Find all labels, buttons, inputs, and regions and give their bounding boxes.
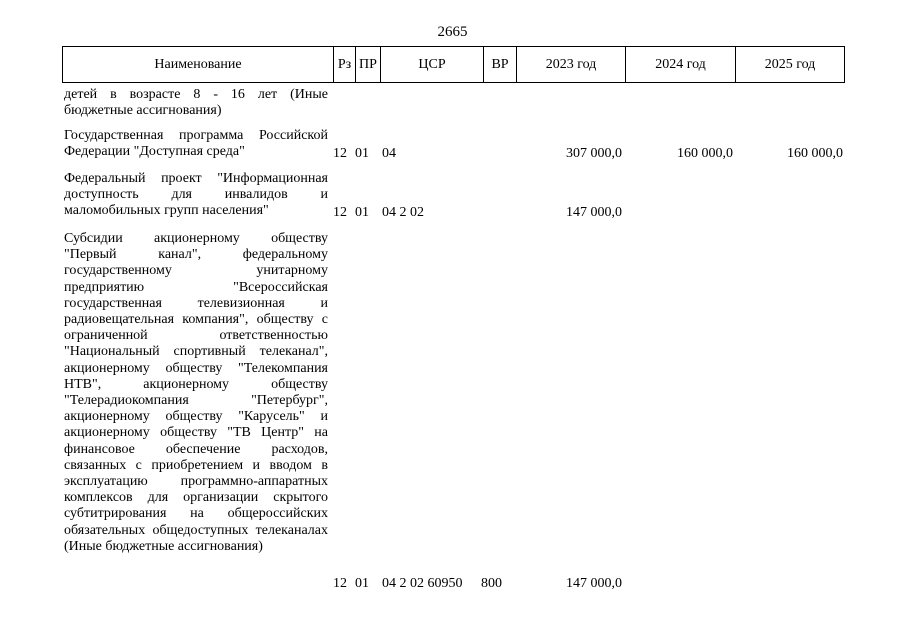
table-row-pr: 01 bbox=[355, 205, 369, 220]
table-row-2023: 147 000,0 bbox=[566, 576, 622, 591]
table-row-rz: 12 bbox=[333, 146, 347, 161]
table-row-name: Субсидии акционерному обществу "Первый канал", федеральному государственному унитарному предприятию "Всероссийская государственная телевизионная и радиовещательная компания", обществу с ограниченной ответственностью "Национальный спортивный телеканал", акционерному обществу "Телекомпания НТВ", акционерному обществу "Телерадиокомпания "Петербург", акционерному обществу "Карусель" и акционерному обществу "ТВ Центр" на финансовое обеспечение расходов, связанных с приобретением и вводом в эксплуатацию программно-аппаратных комплексов для организации скрытого субтитрирования на общероссийских обязательных общедоступных телеканалах (Иные бюджетные ассигнования) bbox=[64, 231, 328, 554]
page-number: 2665 bbox=[437, 24, 468, 40]
header-2024: 2024 год bbox=[655, 56, 706, 72]
header-name: Наименование bbox=[154, 56, 242, 72]
header-csr: ЦСР bbox=[418, 56, 446, 72]
table-row-rz: 12 bbox=[333, 576, 347, 591]
header-vr: ВР bbox=[491, 56, 509, 72]
table-row-pr: 01 bbox=[355, 576, 369, 591]
table-row-2025: 160 000,0 bbox=[787, 146, 843, 161]
table-header bbox=[62, 46, 845, 83]
table-row-name: Федеральный проект "Информационная доступность для инвалидов и маломобильных групп населения" bbox=[64, 171, 328, 219]
table-row-2023: 147 000,0 bbox=[566, 205, 622, 220]
table-row-pr: 01 bbox=[355, 146, 369, 161]
table-row-name: Государственная программа Российской Федерации "Доступная среда" bbox=[64, 128, 328, 160]
table-row-rz: 12 bbox=[333, 205, 347, 220]
header-pr: ПР bbox=[359, 56, 377, 72]
header-2025: 2025 год bbox=[764, 56, 816, 72]
table-row-name: детей в возрасте 8 - 16 лет (Иные бюджетные ассигнования) bbox=[64, 87, 328, 119]
table-row-csr: 04 2 02 60950 bbox=[382, 576, 463, 591]
table-row-csr: 04 2 02 bbox=[382, 205, 424, 220]
table-row-2024: 160 000,0 bbox=[677, 146, 733, 161]
table-row-vr: 800 bbox=[481, 576, 502, 591]
table-row-csr: 04 bbox=[382, 146, 396, 161]
table-row-2023: 307 000,0 bbox=[566, 146, 622, 161]
header-rz: Рз bbox=[337, 56, 352, 72]
header-2023: 2023 год bbox=[545, 56, 597, 72]
